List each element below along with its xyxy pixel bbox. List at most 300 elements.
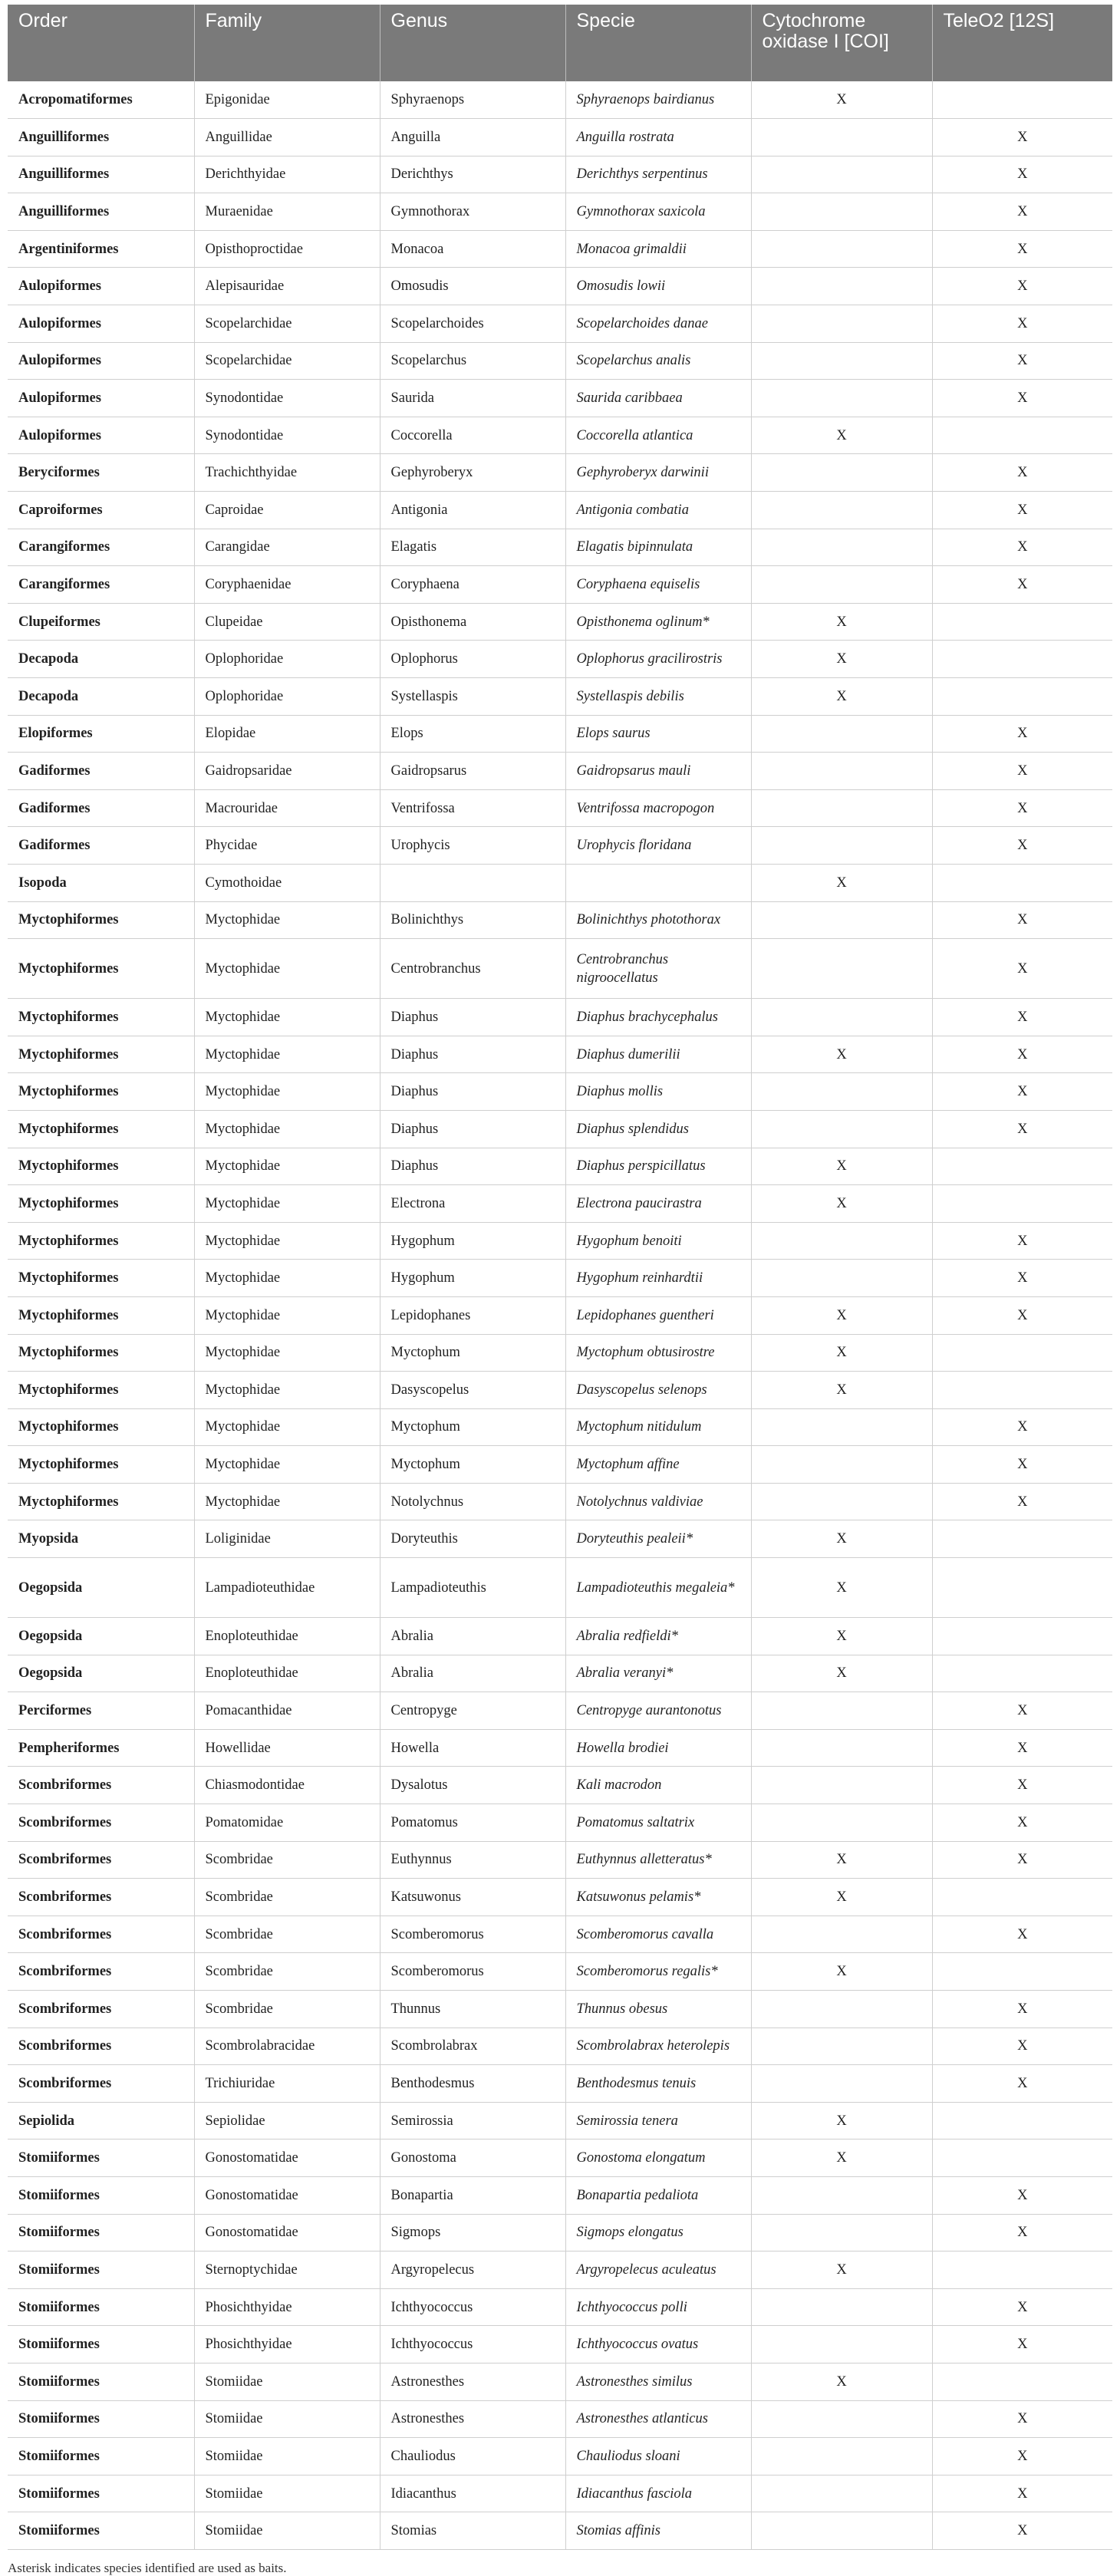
cell-specie: Centropyge aurantonotus [565,1692,751,1730]
cell-coi: X [751,678,932,716]
table-row [8,1408,1112,1446]
cell-genus: Myctophum [380,1446,565,1484]
cell-family: Enoploteuthidae [194,1655,380,1692]
cell-family: Stomiidae [194,2400,380,2438]
cell-specie: Pomatomus saltatrix [565,1804,751,1842]
cell-family: Alepisauridae [194,268,380,305]
table-row [8,119,1112,156]
cell-genus: Bolinichthys [380,901,565,939]
cell-genus: Coryphaena [380,566,565,604]
table-row [8,641,1112,678]
cell-teleo2: X [932,2438,1112,2476]
cell-coi: X [751,1879,932,1916]
table-row [8,454,1112,492]
cell-family: Stomiidae [194,2475,380,2512]
cell-order: Scombriformes [8,1953,194,1991]
cell-teleo2: X [932,2028,1112,2065]
cell-order: Myctophiformes [8,1110,194,1148]
cell-coi [751,1483,932,1520]
cell-coi [751,2176,932,2214]
cell-genus: Sphyraenops [380,81,565,119]
cell-specie: Myctophum affine [565,1446,751,1484]
cell-specie: Urophycis floridana [565,827,751,865]
species-table [8,5,1112,2550]
cell-order: Scombriformes [8,1991,194,2028]
cell-coi: X [751,1372,932,1409]
cell-family: Myctophidae [194,1110,380,1148]
cell-order: Sepiolida [8,2102,194,2140]
cell-specie: Omosudis lowii [565,268,751,305]
cell-coi [751,715,932,753]
table-row [8,566,1112,604]
cell-coi: X [751,864,932,901]
cell-coi [751,939,932,999]
cell-coi [751,454,932,492]
cell-coi [751,1222,932,1260]
cell-teleo2: X [932,2176,1112,2214]
cell-coi [751,492,932,529]
cell-coi: X [751,1558,932,1618]
cell-genus: Argyropelecus [380,2252,565,2289]
cell-genus: Anguilla [380,119,565,156]
table-row [8,1185,1112,1223]
table-row [8,1729,1112,1767]
cell-coi [751,1110,932,1148]
cell-family: Myctophidae [194,901,380,939]
header-coi: Cytochrome oxidase I [COI] [751,5,932,81]
cell-genus: Scomberomorus [380,1916,565,1953]
cell-teleo2 [932,1879,1112,1916]
cell-specie: Derichthys serpentinus [565,156,751,193]
cell-order: Myctophiformes [8,1446,194,1484]
cell-order: Oegopsida [8,1558,194,1618]
cell-coi [751,2326,932,2364]
cell-coi [751,193,932,231]
cell-genus: Elagatis [380,529,565,566]
cell-teleo2 [932,2140,1112,2177]
cell-specie: Howella brodiei [565,1729,751,1767]
cell-order: Stomiiformes [8,2140,194,2177]
cell-genus: Omosudis [380,268,565,305]
cell-coi: X [751,1618,932,1655]
cell-family: Stomiidae [194,2512,380,2550]
table-row [8,2288,1112,2326]
cell-genus: Abralia [380,1655,565,1692]
cell-genus: Diaphus [380,999,565,1036]
cell-coi [751,2400,932,2438]
cell-order: Scombriformes [8,1767,194,1804]
cell-family: Chiasmodontidae [194,1767,380,1804]
table-row [8,2252,1112,2289]
cell-genus: Dasyscopelus [380,1372,565,1409]
cell-family: Scombridae [194,1953,380,1991]
cell-order: Anguilliformes [8,193,194,231]
cell-family: Gonostomatidae [194,2214,380,2252]
cell-genus: Lepidophanes [380,1296,565,1334]
table-row [8,1558,1112,1618]
table-row [8,1692,1112,1730]
table-row [8,2028,1112,2065]
cell-teleo2: X [932,1408,1112,1446]
cell-genus: Chauliodus [380,2438,565,2476]
cell-coi: X [751,603,932,641]
cell-teleo2: X [932,1692,1112,1730]
cell-specie: Opisthonema oglinum* [565,603,751,641]
table-row [8,2438,1112,2476]
cell-order: Myctophiformes [8,1073,194,1111]
cell-teleo2: X [932,492,1112,529]
cell-coi: X [751,81,932,119]
cell-coi [751,827,932,865]
table-row [8,2363,1112,2400]
cell-teleo2: X [932,1073,1112,1111]
cell-specie: Gymnothorax saxicola [565,193,751,231]
cell-teleo2: X [932,2326,1112,2364]
table-row [8,1655,1112,1692]
cell-teleo2 [932,1520,1112,1558]
table-row [8,864,1112,901]
cell-order: Gadiformes [8,789,194,827]
cell-genus: Scopelarchus [380,342,565,380]
table-row [8,1916,1112,1953]
table-footnote: Asterisk indicates species identified are used as baits. [8,2560,287,2575]
cell-order: Stomiiformes [8,2326,194,2364]
cell-family: Sternoptychidae [194,2252,380,2289]
cell-genus: Myctophum [380,1408,565,1446]
table-row [8,1036,1112,1073]
cell-teleo2: X [932,230,1112,268]
cell-order: Stomiiformes [8,2288,194,2326]
cell-family: Anguillidae [194,119,380,156]
cell-order: Scombriformes [8,2065,194,2103]
cell-order: Myctophiformes [8,939,194,999]
cell-coi: X [751,2363,932,2400]
cell-coi: X [751,417,932,454]
table-row [8,1334,1112,1372]
table-row [8,529,1112,566]
cell-order: Aulopiformes [8,417,194,454]
cell-teleo2: X [932,2288,1112,2326]
cell-teleo2: X [932,1446,1112,1484]
cell-coi: X [751,1520,932,1558]
cell-teleo2 [932,1655,1112,1692]
cell-teleo2: X [932,1729,1112,1767]
cell-genus: Derichthys [380,156,565,193]
cell-order: Oegopsida [8,1618,194,1655]
cell-teleo2: X [932,901,1112,939]
cell-family: Pomatomidae [194,1804,380,1842]
table-header [8,5,1112,81]
cell-order: Argentiniformes [8,230,194,268]
cell-order: Myctophiformes [8,999,194,1036]
cell-order: Myctophiformes [8,1148,194,1185]
cell-family: Gonostomatidae [194,2176,380,2214]
cell-genus: Notolychnus [380,1483,565,1520]
cell-specie: Scopelarchus analis [565,342,751,380]
table-row [8,999,1112,1036]
cell-specie: Euthynnus alletteratus* [565,1841,751,1879]
table-row [8,939,1112,999]
cell-teleo2: X [932,753,1112,790]
cell-specie: Elagatis bipinnulata [565,529,751,566]
cell-genus: Gymnothorax [380,193,565,231]
cell-teleo2: X [932,1036,1112,1073]
cell-specie: Ichthyococcus ovatus [565,2326,751,2364]
table-row [8,901,1112,939]
cell-coi [751,1767,932,1804]
cell-coi: X [751,2252,932,2289]
cell-teleo2 [932,417,1112,454]
cell-specie: Saurida caribbaea [565,380,751,417]
cell-specie: Systellaspis debilis [565,678,751,716]
cell-order: Myctophiformes [8,1036,194,1073]
cell-specie: Doryteuthis pealeii* [565,1520,751,1558]
cell-family: Macrouridae [194,789,380,827]
cell-specie: Astronesthes similus [565,2363,751,2400]
cell-genus: Electrona [380,1185,565,1223]
cell-coi [751,1692,932,1730]
cell-coi [751,566,932,604]
cell-order: Myopsida [8,1520,194,1558]
table-row [8,2400,1112,2438]
table-row [8,1991,1112,2028]
cell-teleo2 [932,81,1112,119]
cell-family: Muraenidae [194,193,380,231]
cell-order: Decapoda [8,641,194,678]
table-row [8,1446,1112,1484]
cell-specie: Abralia veranyi* [565,1655,751,1692]
cell-order: Aulopiformes [8,268,194,305]
cell-specie: Lepidophanes guentheri [565,1296,751,1334]
cell-family: Phosichthyidae [194,2288,380,2326]
cell-teleo2 [932,603,1112,641]
cell-teleo2 [932,2252,1112,2289]
cell-specie: Hygophum reinhardtii [565,1260,751,1297]
cell-coi [751,1804,932,1842]
cell-family: Gaidropsaridae [194,753,380,790]
cell-genus: Doryteuthis [380,1520,565,1558]
cell-specie: Hygophum benoiti [565,1222,751,1260]
cell-coi [751,789,932,827]
cell-specie: Benthodesmus tenuis [565,2065,751,2103]
cell-order: Isopoda [8,864,194,901]
cell-coi [751,1446,932,1484]
cell-order: Myctophiformes [8,1296,194,1334]
cell-coi [751,268,932,305]
cell-teleo2: X [932,2475,1112,2512]
cell-specie: Bonapartia pedaliota [565,2176,751,2214]
cell-family: Oplophoridae [194,678,380,716]
cell-order: Stomiiformes [8,2363,194,2400]
cell-specie: Argyropelecus aculeatus [565,2252,751,2289]
cell-teleo2: X [932,1296,1112,1334]
cell-teleo2: X [932,827,1112,865]
cell-order: Aulopiformes [8,305,194,343]
cell-genus: Urophycis [380,827,565,865]
cell-teleo2: X [932,1483,1112,1520]
cell-genus: Howella [380,1729,565,1767]
cell-order: Acropomatiformes [8,81,194,119]
cell-specie: Scopelarchoides danae [565,305,751,343]
cell-genus: Katsuwonus [380,1879,565,1916]
cell-coi [751,529,932,566]
cell-family: Caproidae [194,492,380,529]
cell-genus [380,864,565,901]
table-row [8,1841,1112,1879]
header-specie: Specie [565,5,751,81]
cell-teleo2: X [932,1991,1112,2028]
cell-specie: Sphyraenops bairdianus [565,81,751,119]
cell-teleo2: X [932,1841,1112,1879]
table-row [8,2214,1112,2252]
cell-specie: Antigonia combatia [565,492,751,529]
cell-teleo2: X [932,1804,1112,1842]
header-genus: Genus [380,5,565,81]
cell-order: Scombriformes [8,1879,194,1916]
cell-family: Myctophidae [194,939,380,999]
cell-specie: Bolinichthys photothorax [565,901,751,939]
cell-coi [751,901,932,939]
table-row [8,492,1112,529]
table-row [8,2102,1112,2140]
cell-genus: Coccorella [380,417,565,454]
cell-order: Elopiformes [8,715,194,753]
cell-teleo2: X [932,193,1112,231]
cell-coi [751,1408,932,1446]
cell-order: Stomiiformes [8,2438,194,2476]
cell-coi [751,2288,932,2326]
cell-specie: Gonostoma elongatum [565,2140,751,2177]
table-row [8,1483,1112,1520]
cell-family: Sepiolidae [194,2102,380,2140]
cell-genus: Scombrolabrax [380,2028,565,2065]
cell-family: Myctophidae [194,1296,380,1334]
cell-specie: Elops saurus [565,715,751,753]
cell-coi: X [751,1655,932,1692]
cell-coi [751,342,932,380]
cell-genus: Ichthyococcus [380,2326,565,2364]
cell-coi: X [751,1334,932,1372]
cell-teleo2: X [932,268,1112,305]
cell-genus: Elops [380,715,565,753]
cell-specie: Gephyroberyx darwinii [565,454,751,492]
cell-family: Myctophidae [194,1073,380,1111]
cell-genus: Gephyroberyx [380,454,565,492]
cell-specie: Lampadioteuthis megaleia* [565,1558,751,1618]
cell-order: Scombriformes [8,1841,194,1879]
cell-teleo2 [932,2363,1112,2400]
cell-genus: Ventrifossa [380,789,565,827]
cell-coi [751,1729,932,1767]
cell-family: Epigonidae [194,81,380,119]
cell-order: Pempheriformes [8,1729,194,1767]
cell-specie: Scomberomorus regalis* [565,1953,751,1991]
cell-genus: Antigonia [380,492,565,529]
table-row [8,2475,1112,2512]
table-row [8,81,1112,119]
table-row [8,268,1112,305]
cell-family: Myctophidae [194,1334,380,1372]
cell-genus: Centropyge [380,1692,565,1730]
cell-family: Myctophidae [194,1185,380,1223]
cell-genus: Bonapartia [380,2176,565,2214]
cell-coi [751,156,932,193]
cell-specie: Notolychnus valdiviae [565,1483,751,1520]
cell-family: Carangidae [194,529,380,566]
table-row [8,1618,1112,1655]
table-row [8,1804,1112,1842]
table-row [8,342,1112,380]
cell-teleo2: X [932,566,1112,604]
cell-family: Derichthyidae [194,156,380,193]
cell-genus: Diaphus [380,1110,565,1148]
cell-teleo2: X [932,2400,1112,2438]
cell-teleo2: X [932,789,1112,827]
cell-genus: Ichthyococcus [380,2288,565,2326]
cell-genus: Abralia [380,1618,565,1655]
cell-family: Myctophidae [194,1222,380,1260]
cell-specie: Chauliodus sloani [565,2438,751,2476]
table-row [8,2512,1112,2550]
cell-family: Enoploteuthidae [194,1618,380,1655]
cell-family: Pomacanthidae [194,1692,380,1730]
cell-teleo2: X [932,156,1112,193]
cell-genus: Thunnus [380,1991,565,2028]
cell-teleo2: X [932,2214,1112,2252]
cell-order: Clupeiformes [8,603,194,641]
table-row [8,715,1112,753]
cell-genus: Pomatomus [380,1804,565,1842]
cell-coi [751,1991,932,2028]
cell-order: Myctophiformes [8,1185,194,1223]
cell-order: Gadiformes [8,753,194,790]
cell-family: Trichiuridae [194,2065,380,2103]
cell-teleo2: X [932,1767,1112,1804]
header-family: Family [194,5,380,81]
cell-genus: Stomias [380,2512,565,2550]
cell-specie: Thunnus obesus [565,1991,751,2028]
cell-coi: X [751,641,932,678]
cell-family: Myctophidae [194,999,380,1036]
cell-coi [751,1916,932,1953]
cell-specie: Myctophum obtusirostre [565,1334,751,1372]
cell-coi [751,1073,932,1111]
cell-genus: Oplophorus [380,641,565,678]
cell-coi: X [751,1185,932,1223]
species-table-container [8,5,1112,2576]
table-row [8,1953,1112,1991]
cell-order: Scombriformes [8,2028,194,2065]
cell-specie [565,864,751,901]
cell-order: Stomiiformes [8,2176,194,2214]
cell-coi: X [751,2102,932,2140]
cell-teleo2 [932,1148,1112,1185]
cell-specie: Ventrifossa macropogon [565,789,751,827]
cell-specie: Gaidropsarus mauli [565,753,751,790]
table-row [8,1767,1112,1804]
cell-genus: Scomberomorus [380,1953,565,1991]
cell-order: Stomiiformes [8,2475,194,2512]
cell-coi [751,2214,932,2252]
cell-family: Phosichthyidae [194,2326,380,2364]
table-row [8,305,1112,343]
cell-teleo2 [932,2102,1112,2140]
cell-family: Myctophidae [194,1036,380,1073]
table-row [8,753,1112,790]
table-row [8,789,1112,827]
cell-order: Aulopiformes [8,342,194,380]
cell-coi [751,230,932,268]
